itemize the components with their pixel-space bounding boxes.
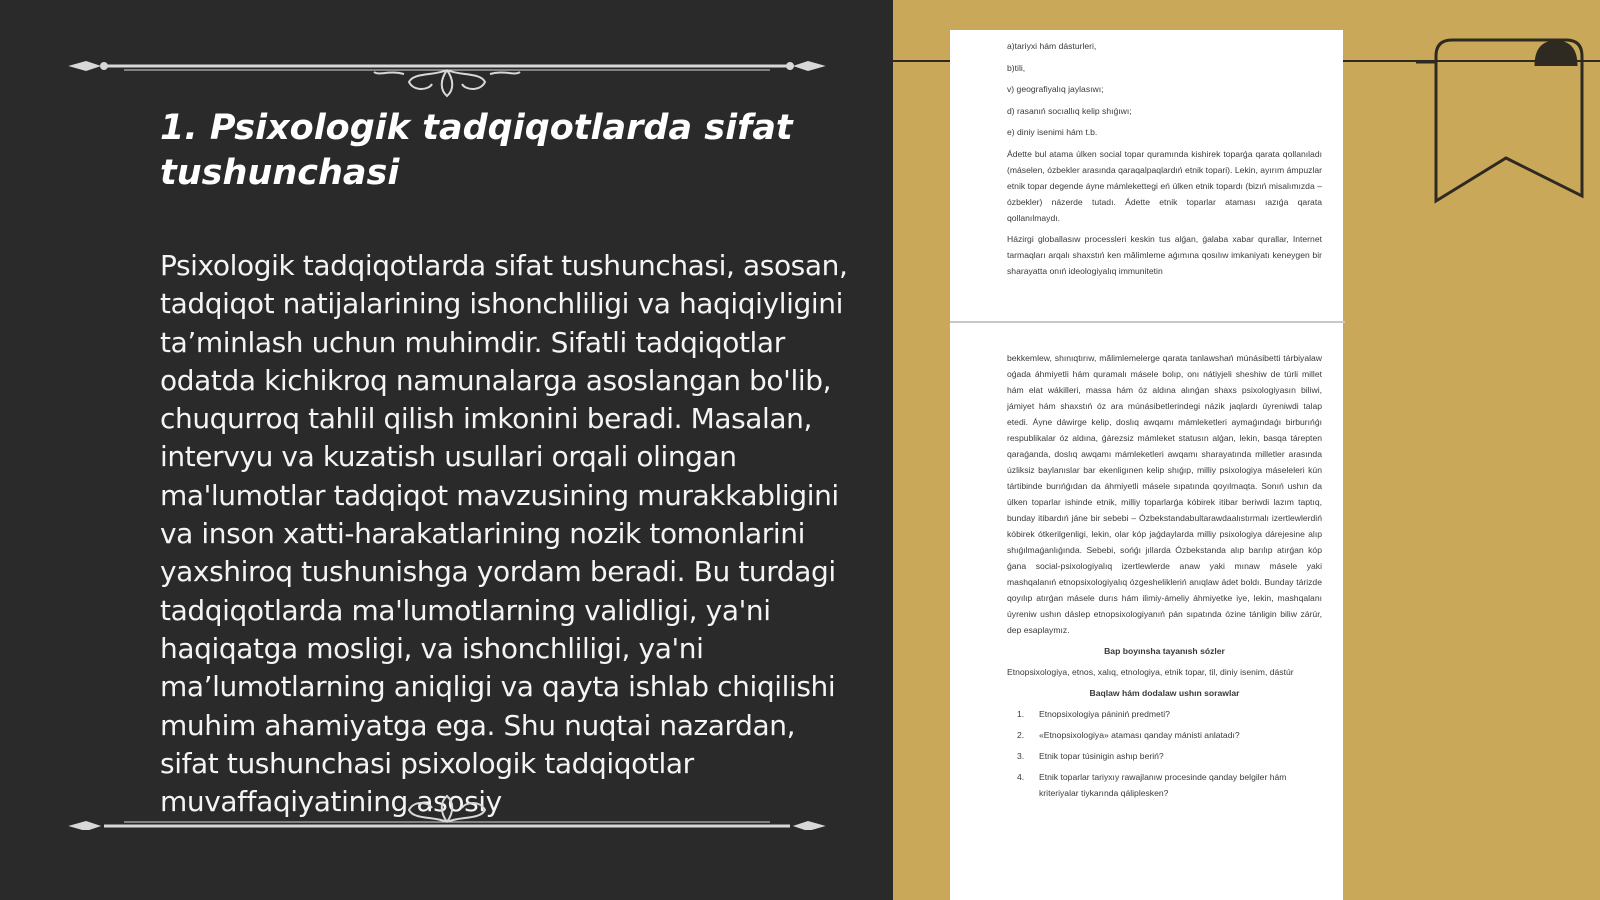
list-item: a)tariyxi hám dásturleri, bbox=[1007, 41, 1097, 51]
paragraph: Ádette bul atama úlken social topar quramında kishirek toparǵa qarata qollanıladı (máselen, ózbekler arasında qaraqalpaqlardıń etnik topari). Lekin, ayırım ámpuzlar etnik topar degende áyne mámlekettegi eń úlken etnik topardı (bizıń misalımızda – ózbekler) názerde tutadı. Ádette etnik toparlar ataması ıazıǵa qarata qollanılmaydı. bbox=[1007, 148, 1322, 223]
ornament-divider-bottom bbox=[64, 770, 830, 830]
document-preview-panel bbox=[893, 0, 1600, 900]
list-item bbox=[1007, 769, 1322, 801]
question-number: 3. bbox=[1017, 751, 1025, 761]
list-item: v) geografiyalıq jaylasıwı; bbox=[1007, 84, 1104, 94]
document-page-bottom bbox=[950, 323, 1343, 900]
question-number: 4. bbox=[1017, 772, 1025, 782]
bookmark-icon bbox=[1416, 36, 1596, 206]
slide-title: 1. Psixologik tadqiqotlarda sifat tushunchasi bbox=[160, 108, 793, 193]
paragraph: Házirgi globallasıw processleri keskin tus alǵan, ǵalaba xabar qurallar, Internet tarmaqları arqalı shaxstıń ken mǎlimleme aǵımına qosılıw imkaniyatı keneygen bir sharayatta onıń ideologiyalıq immunitetin bbox=[1007, 233, 1322, 276]
question-number: 2. bbox=[1017, 730, 1025, 740]
list-item: d) rasanıń socıallıq kelip shıǵıwı; bbox=[1007, 105, 1132, 116]
list-item: b)tili, bbox=[1007, 62, 1026, 73]
keywords: Etnopsixologiya, etnos, xalıq, etnologiya, etnik topar, til, diniy isenim, dástúr bbox=[1007, 667, 1294, 677]
ornament-divider-top bbox=[64, 40, 830, 100]
question-number: 1. bbox=[1017, 709, 1025, 719]
document-page-top-content bbox=[1007, 38, 1322, 284]
question-text: Etnopsixologiya pániniń predmeti? bbox=[1039, 709, 1170, 719]
list-item bbox=[1007, 748, 1322, 764]
question-text: Etnik toparlar tariyxıy rawajlanıw procesinde qanday belgiler hám kriteriyalar tiykarında qáliplesken? bbox=[1039, 772, 1287, 798]
document-page-top bbox=[950, 30, 1343, 322]
list-item: e) diniy isenimi hám t.b. bbox=[1007, 127, 1098, 137]
list-item bbox=[1007, 727, 1322, 743]
section-heading: Baqlaw hám dodalaw ushın sorawlar bbox=[1089, 688, 1240, 698]
section-heading: Bap boyınsha tayanısh sózler bbox=[1104, 646, 1225, 656]
question-text: Etnik topar túsinigin ashıp beriń? bbox=[1039, 751, 1164, 761]
question-text: «Etnopsixologiya» ataması qanday mánisti anlatadı? bbox=[1039, 730, 1240, 740]
list-item bbox=[1007, 706, 1322, 722]
slide-body-text: Psixologik tadqiqotlarda sifat tushunchasi, asosan, tadqiqot natijalarining ishonchliligi va haqiqiyligini ta’minlash uchun muhimdir. Sifatli tadqiqotlar odatda kichikroq namunalarga asoslangan bo'lib, chuqurroq tahlil qilish imkonini beradi. Masalan, intervyu va kuzatish usullari orqali olingan ma'lumotlar tadqiqot mavzusining murakkabligini va inson xatti-harakatlarining nozik tomonlarini yaxshiroq tushunishga yordam beradi. Bu turdagi tadqiqotlarda ma'lumotlarning validligi, ya'ni haqiqatga mosligi, va ishonchliligi, ya'ni ma’lumotlarning aniqligi va qayta ishlab chiqilishi muhim ahamiyatga ega. Shu nuqtai nazardan, sifat tushunchasi psixologik tadqiqotlar muvaffaqiyatining asosiy bbox=[160, 249, 848, 819]
document-page-bottom-content bbox=[1007, 350, 1322, 806]
paragraph: bekkemlew, shınıqtırıw, mǎlimlemelerge qarata tanlawshań múnásibetti tárbiyalaw oǵada áhmiyetli hám quramalı másele bolıp, onı nátiyjeli sheshiw de túrli millet hám elat wákilleri, massa hám óz aldına alınǵan shaxs psixologiyasın biliwi, jámiyet hám shaxstıń óz ara múnásibetlerindegi názik jaqlardı úyreniwdi talap etedi. Áyne dáwirge kelip, doslıq awqamı mámleketleri aymaǵındaǵı birburıńǵı respublikalar óz aldına, ǵárezsiz mámleket statusın alǵan, lekin, basqa tárepten qaraǵanda, doslıq awqamı mámleketleri awqamı sharayatında milletler arasında úzliksiz baylanıslar bar ekenligınen kelip shıǵıp, milliy psixologiya máseleleri kún tártibinde burıńǵıdan da áhmiyetli másele sıpatında qoyılmaqta. Sonıń ushın da úlken toparlar ishinde etnik, milliy toparlarǵa kóbirek itibar beriwdi lazım taptıq, bunday itibardıń jáne bir sebebi – Ózbekstandabultarawdaalıstırmalı izertlewlerdiń kóbirek ótkerilgenligi, lekin, olar kóp jaǵdaylarda milliy psixologiya dárejesine alıp shıǵılmaǵanlıǵında. Sebebi, sońǵı jıllarda Ózbekstanda alıp barılıp atırǵan kóp ǵana social-psixologiyalıq izertlewlerde anaw yaki mınaw másele yaki mashqalanıń etnopsixologiyalıq ózgeshelikleriń anıqlaw ádet boldı. Bunday tárizde qoyılıp atırǵan másele durıs hám ilimiy-ámeliy áhmiyetke iye, lekin, mashqalanı úyreniw ushın dáslep etnopsixologiyanıń pán sıpatında ózine tánligin biliw zárúr, dep esaplaymız. bbox=[1007, 353, 1322, 635]
